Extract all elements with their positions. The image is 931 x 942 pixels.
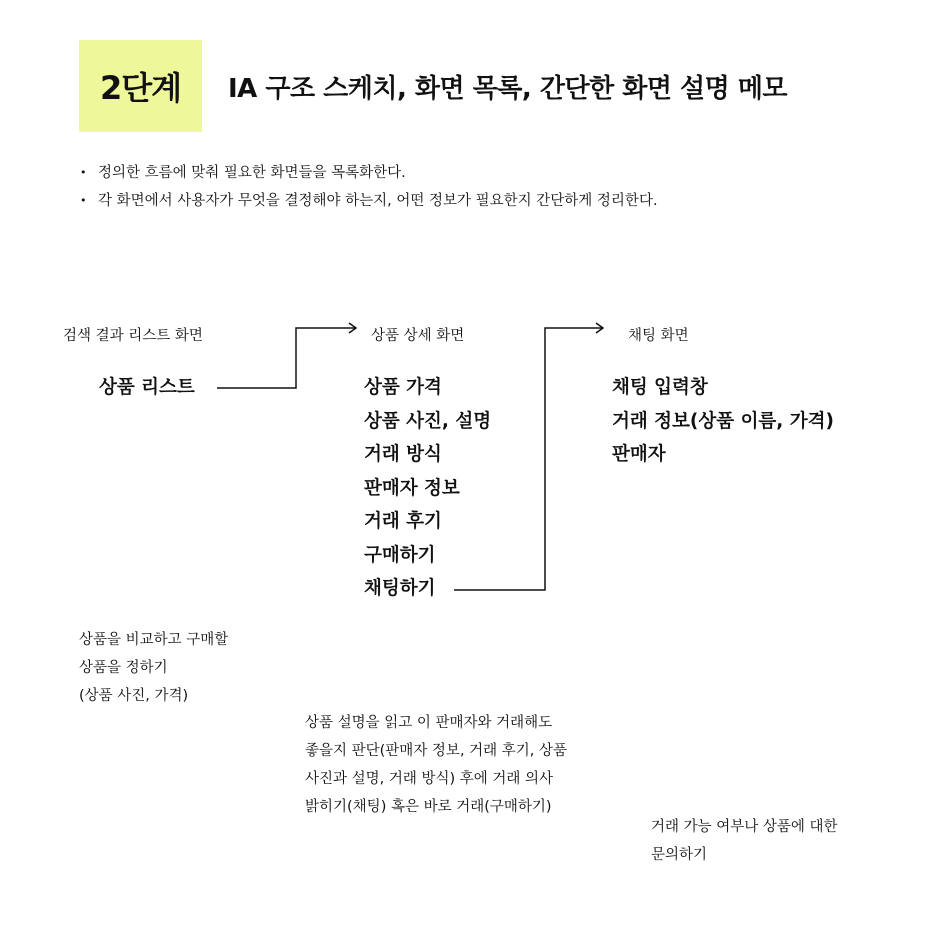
flow-arrow-list-to-detail <box>217 328 355 388</box>
page-title: IA 구조 스케치, 화면 목록, 간단한 화면 설명 메모 <box>228 74 788 104</box>
description-item: • 각 화면에서 사용자가 무엇을 결정해야 하는지, 어떤 정보가 필요한지 간단하게 정리한다. <box>80 191 658 219</box>
screen-title-product-detail: 상품 상세 화면 <box>371 328 465 344</box>
memo-line: 거래 가능 여부나 상품에 대한 <box>651 819 838 835</box>
screen-item: 구매하기 <box>364 544 436 566</box>
memo-line: 밝히기(채팅) 혹은 바로 거래(구매하기) <box>305 799 552 815</box>
screen-item: 거래 후기 <box>364 511 442 532</box>
flow-arrow-detail-to-chat <box>454 328 602 590</box>
memo-line: (상품 사진, 가격) <box>79 688 189 704</box>
screen-item: 채팅하기 <box>364 578 436 599</box>
step-badge-label: 2단계 <box>99 69 182 107</box>
screen-item: 상품 가격 <box>364 377 442 398</box>
screen-item: 거래 방식 <box>364 444 442 465</box>
memo-line: 상품 설명을 읽고 이 판매자와 거래해도 <box>305 715 553 731</box>
screen-item: 판매자 정보 <box>364 477 460 499</box>
screen-item: 판매자 <box>612 444 666 465</box>
memo-line: 상품을 비교하고 구매할 <box>79 632 229 648</box>
screen-item: 상품 리스트 <box>99 377 195 398</box>
memo-line: 사진과 설명, 거래 방식) 후에 거래 의사 <box>305 771 554 787</box>
memo-line: 상품을 정하기 <box>79 660 168 676</box>
memo-line: 좋을지 판단(판매자 정보, 거래 후기, 상품 <box>305 743 568 759</box>
screen-item: 채팅 입력창 <box>612 377 708 398</box>
screen-item: 상품 사진, 설명 <box>364 410 492 432</box>
description-item: • 정의한 흐름에 맞춰 필요한 화면들을 목록화한다. <box>80 163 658 191</box>
screen-title-search-results: 검색 결과 리스트 화면 <box>63 328 203 344</box>
screen-title-chat: 채팅 화면 <box>628 328 689 344</box>
memo-line: 문의하기 <box>651 847 708 863</box>
screen-item: 거래 정보(상품 이름, 가격) <box>612 410 834 432</box>
